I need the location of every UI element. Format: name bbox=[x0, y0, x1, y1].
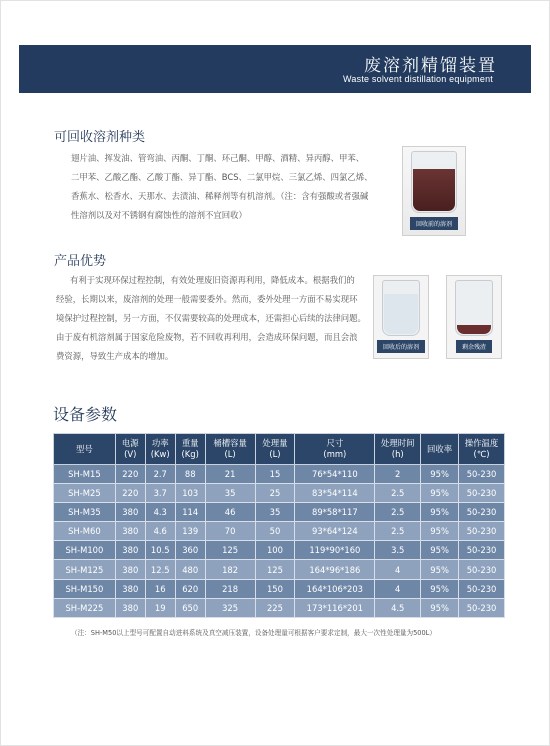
column-header bbox=[459, 434, 505, 465]
column-header bbox=[115, 434, 145, 465]
table-row bbox=[54, 484, 505, 503]
paragraph-line: 性溶剂以及对不锈钢有腐蚀性的溶剂不宜回收） bbox=[71, 210, 247, 220]
cell-voltage: 220 bbox=[115, 484, 145, 503]
cell-dimensions: 164*96*186 bbox=[295, 560, 375, 579]
cell-tank-capacity: 218 bbox=[205, 579, 255, 598]
column-header bbox=[205, 434, 255, 465]
beaker-glass bbox=[455, 280, 493, 336]
residue-image bbox=[446, 275, 502, 359]
cell-voltage: 380 bbox=[115, 541, 145, 560]
column-header bbox=[295, 434, 375, 465]
cell-throughput: 225 bbox=[255, 598, 295, 617]
table-row bbox=[54, 579, 505, 598]
paragraph-line: 由于废有机溶剂属于国家危险废物，若不回收再利用，会造成环保问题，而且会浪 bbox=[56, 332, 358, 342]
cell-weight: 650 bbox=[175, 598, 205, 617]
image-caption: 回收后的溶剂 bbox=[377, 340, 425, 353]
header-line: 电源 bbox=[121, 438, 139, 448]
header-line: 处理时间 bbox=[380, 438, 415, 448]
header-unit: (Kw) bbox=[150, 449, 170, 459]
cell-time: 2.5 bbox=[375, 484, 421, 503]
residue-liquid bbox=[457, 325, 491, 334]
cell-recovery: 95% bbox=[421, 541, 459, 560]
cell-time: 4 bbox=[375, 560, 421, 579]
column-header bbox=[175, 434, 205, 465]
cell-model: SH-M60 bbox=[54, 522, 116, 541]
header-line: 操作温度 bbox=[464, 438, 499, 448]
params-table bbox=[53, 433, 505, 618]
header-unit: (V) bbox=[124, 449, 137, 459]
recoverable-paragraph bbox=[71, 149, 373, 225]
cell-model: SH-M150 bbox=[54, 579, 116, 598]
header-unit: (Kg) bbox=[181, 449, 199, 459]
cell-recovery: 95% bbox=[421, 503, 459, 522]
cell-throughput: 35 bbox=[255, 503, 295, 522]
cell-voltage: 380 bbox=[115, 503, 145, 522]
cell-voltage: 380 bbox=[115, 579, 145, 598]
header-line: 型号 bbox=[76, 443, 93, 454]
cell-throughput: 125 bbox=[255, 560, 295, 579]
cell-model: SH-M225 bbox=[54, 598, 116, 617]
paragraph-line: 境保护过程控制，另一方面，不仅需要较高的处理成本，还需担心后续的法律问题。 bbox=[56, 313, 366, 323]
cell-power: 3.7 bbox=[145, 484, 175, 503]
advantages-paragraph bbox=[56, 271, 366, 366]
table-row bbox=[54, 598, 505, 617]
table-row bbox=[54, 503, 505, 522]
cell-dimensions: 76*54*110 bbox=[295, 465, 375, 484]
cell-weight: 139 bbox=[175, 522, 205, 541]
header-line: 重量 bbox=[181, 438, 199, 448]
page-title: 废溶剂精馏装置 bbox=[364, 56, 497, 76]
table-header-row bbox=[54, 434, 505, 465]
cell-temperature: 50-230 bbox=[459, 465, 505, 484]
cell-dimensions: 83*54*114 bbox=[295, 484, 375, 503]
column-header bbox=[421, 434, 459, 465]
beaker-glass bbox=[411, 151, 457, 213]
paragraph-line: 费资源，导致生产成本的增加。 bbox=[56, 351, 174, 361]
table-row bbox=[54, 560, 505, 579]
cell-recovery: 95% bbox=[421, 560, 459, 579]
cell-throughput: 15 bbox=[255, 465, 295, 484]
cell-tank-capacity: 182 bbox=[205, 560, 255, 579]
cell-power: 19 bbox=[145, 598, 175, 617]
cell-throughput: 50 bbox=[255, 522, 295, 541]
column-header bbox=[145, 434, 175, 465]
cell-weight: 88 bbox=[175, 465, 205, 484]
image-caption: 剩余残渣 bbox=[456, 340, 492, 353]
cell-temperature: 50-230 bbox=[459, 541, 505, 560]
cell-model: SH-M125 bbox=[54, 560, 116, 579]
cell-dimensions: 93*64*124 bbox=[295, 522, 375, 541]
header-line: 桶槽容量 bbox=[213, 438, 247, 448]
cell-power: 4.6 bbox=[145, 522, 175, 541]
cell-recovery: 95% bbox=[421, 522, 459, 541]
cell-time: 4 bbox=[375, 579, 421, 598]
cell-tank-capacity: 70 bbox=[205, 522, 255, 541]
table-row bbox=[54, 465, 505, 484]
cell-temperature: 50-230 bbox=[459, 579, 505, 598]
cell-model: SH-M100 bbox=[54, 541, 116, 560]
cell-voltage: 380 bbox=[115, 560, 145, 579]
cell-weight: 480 bbox=[175, 560, 205, 579]
cell-model: SH-M15 bbox=[54, 465, 116, 484]
paragraph-line: 香蕉水、松香水、天那水、去渍油、稀释剂等有机溶剂。（注：含有强酸或者强碱 bbox=[71, 191, 369, 201]
header-unit: (L) bbox=[224, 449, 236, 459]
header-unit: (℃) bbox=[473, 449, 490, 459]
cell-weight: 620 bbox=[175, 579, 205, 598]
clean-solvent-liquid bbox=[384, 294, 418, 334]
page-subtitle: Waste solvent distillation equipment bbox=[343, 74, 493, 84]
table-footnote: （注：SH-M50以上型号可配置自动进料系统及真空减压装置，设备处理量可根据客户要求定制，最大一次性处理量为500L） bbox=[71, 629, 436, 637]
cell-recovery: 95% bbox=[421, 465, 459, 484]
cell-tank-capacity: 46 bbox=[205, 503, 255, 522]
cell-temperature: 50-230 bbox=[459, 522, 505, 541]
cell-temperature: 50-230 bbox=[459, 598, 505, 617]
section-title-advantages: 产品优势 bbox=[54, 254, 107, 269]
cell-throughput: 25 bbox=[255, 484, 295, 503]
column-header bbox=[375, 434, 421, 465]
cell-power: 16 bbox=[145, 579, 175, 598]
cell-recovery: 95% bbox=[421, 598, 459, 617]
cell-power: 12.5 bbox=[145, 560, 175, 579]
cell-tank-capacity: 125 bbox=[205, 541, 255, 560]
header-line: 功率 bbox=[151, 438, 169, 448]
header-unit: (mm) bbox=[323, 449, 347, 459]
cell-voltage: 380 bbox=[115, 522, 145, 541]
cell-dimensions: 164*106*203 bbox=[295, 579, 375, 598]
header-unit: (h) bbox=[391, 449, 404, 459]
cell-dimensions: 173*116*201 bbox=[295, 598, 375, 617]
header-line: 回收率 bbox=[427, 443, 453, 454]
cell-dimensions: 119*90*160 bbox=[295, 541, 375, 560]
paragraph-line: 有利于实现环保过程控制，有效处理废旧资源再利用，降低成本。根据我们的 bbox=[70, 275, 355, 285]
header-line: 处理量 bbox=[262, 438, 288, 448]
dirty-solvent-liquid bbox=[413, 169, 455, 211]
dirty-solvent-image bbox=[402, 146, 466, 236]
cell-tank-capacity: 35 bbox=[205, 484, 255, 503]
paragraph-line: 经验，长期以来，废溶剂的处理一般需要委外。然而，委外处理一方面不易实现环 bbox=[56, 294, 358, 304]
cell-dimensions: 89*58*117 bbox=[295, 503, 375, 522]
paragraph-line: 二甲苯、乙酸乙酯、乙酸丁酯、异丁酯、BCS、二氯甲烷、三氯乙烯、四氯乙烯、 bbox=[71, 172, 373, 182]
section-title-params: 设备参数 bbox=[53, 405, 118, 424]
cell-time: 4.5 bbox=[375, 598, 421, 617]
column-header bbox=[255, 434, 295, 465]
clean-solvent-image bbox=[373, 275, 429, 359]
cell-model: SH-M35 bbox=[54, 503, 116, 522]
section-title-recoverable: 可回收溶剂种类 bbox=[54, 130, 146, 145]
cell-power: 10.5 bbox=[145, 541, 175, 560]
column-header bbox=[54, 434, 116, 465]
cell-weight: 360 bbox=[175, 541, 205, 560]
cell-weight: 103 bbox=[175, 484, 205, 503]
cell-time: 2 bbox=[375, 465, 421, 484]
cell-power: 2.7 bbox=[145, 465, 175, 484]
cell-temperature: 50-230 bbox=[459, 484, 505, 503]
cell-recovery: 95% bbox=[421, 579, 459, 598]
cell-tank-capacity: 21 bbox=[205, 465, 255, 484]
cell-weight: 114 bbox=[175, 503, 205, 522]
cell-throughput: 100 bbox=[255, 541, 295, 560]
table-row bbox=[54, 541, 505, 560]
cell-time: 2.5 bbox=[375, 503, 421, 522]
header-unit: (L) bbox=[269, 449, 281, 459]
cell-voltage: 220 bbox=[115, 465, 145, 484]
beaker-glass bbox=[382, 280, 420, 336]
cell-temperature: 50-230 bbox=[459, 560, 505, 579]
header-line: 尺寸 bbox=[326, 438, 344, 448]
cell-recovery: 95% bbox=[421, 484, 459, 503]
cell-time: 3.5 bbox=[375, 541, 421, 560]
cell-model: SH-M25 bbox=[54, 484, 116, 503]
cell-voltage: 380 bbox=[115, 598, 145, 617]
cell-throughput: 150 bbox=[255, 579, 295, 598]
cell-time: 2.5 bbox=[375, 522, 421, 541]
cell-temperature: 50-230 bbox=[459, 503, 505, 522]
image-caption: 回收前的溶剂 bbox=[410, 217, 458, 230]
paragraph-line: 翅片油、挥发油、管弯油、丙酮、丁酮、环己酮、甲醇、酒精、异丙醇、甲苯、 bbox=[71, 153, 365, 163]
table-row bbox=[54, 522, 505, 541]
cell-power: 4.3 bbox=[145, 503, 175, 522]
cell-tank-capacity: 325 bbox=[205, 598, 255, 617]
